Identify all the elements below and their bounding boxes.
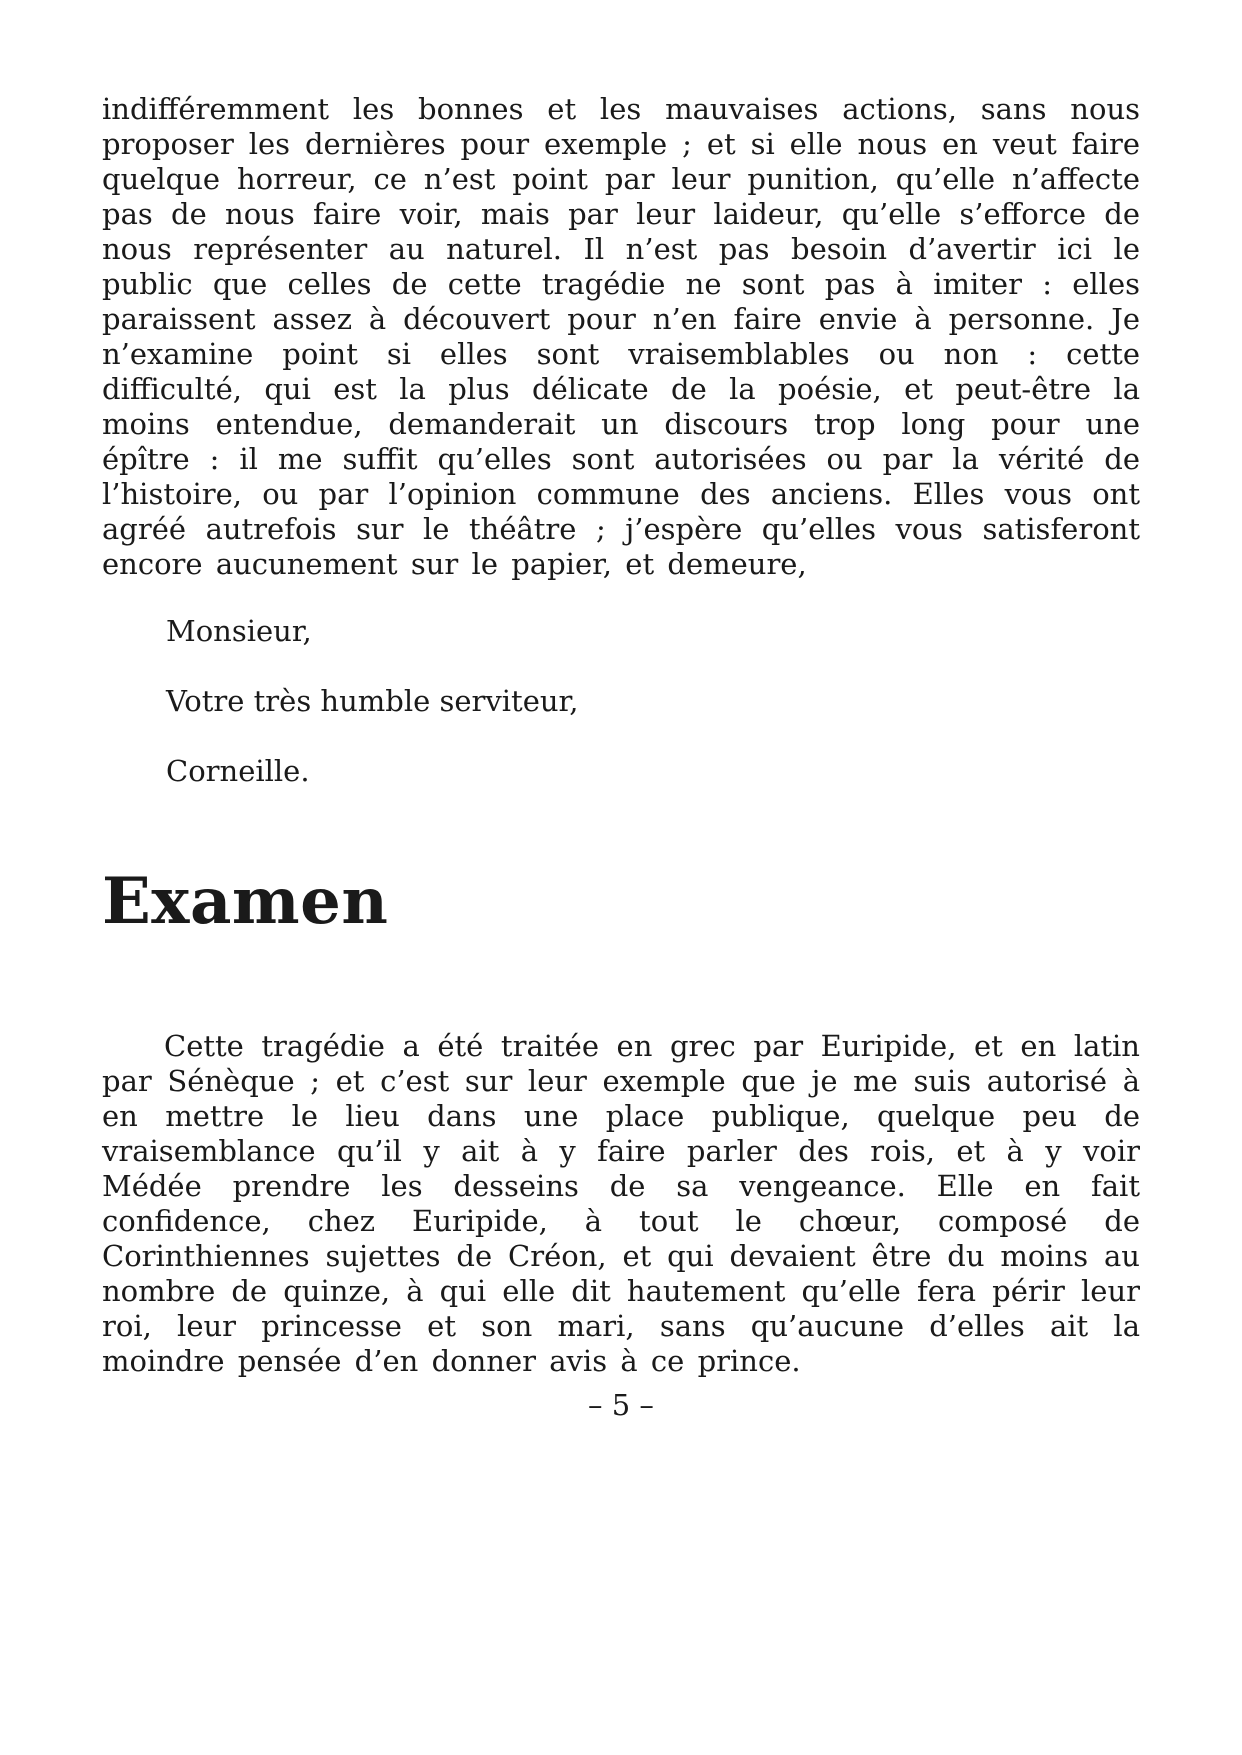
- letter-closing: [102, 614, 1140, 789]
- examen-paragraph: Cette tragédie a été traitée en grec par Euripide, et en latin par Sénèque ; et c’est sur leur exemple que je me suis autorisé à en mettre le lieu dans une place publique, quelque peu de vraisemblance qu’il y ait à y faire parler des rois, et à y voir Médée prendre les desseins de sa vengeance. Elle en fait confidence, chez Euripide, à tout le chœur, composé de Corinthiennes sujettes de Créon, et qui devaient être du moins au nombre de quinze, à qui elle dit hautement qu’elle fera périr leur roi, leur princesse et son mari, sans qu’aucune d’elles ait la moindre pensée d’en donner avis à ce prince.: [102, 1029, 1140, 1378]
- page-number: – 5 –: [588, 1388, 654, 1422]
- epistle-paragraph: indifféremment les bonnes et les mauvaises actions, sans nous proposer les dernières pour exemple ; et si elle nous en veut faire quelque horreur, ce n’est point par leur punition, qu’elle n’affecte pas de nous faire voir, mais par leur laideur, qu’elle s’efforce de nous représenter au naturel. Il n’est pas besoin d’avertir ici le public que celles de cette tragédie ne sont pas à imiter : elles paraissent assez à découvert pour n’en faire envie à personne. Je n’examine point si elles sont vraisemblables ou non : cette difficulté, qui est la plus délicate de la poésie, et peut-être la moins entendue, demanderait un discours trop long pour une épître : il me suffit qu’elles sont autorisées ou par la vérité de l’histoire, ou par l’opinion commune des anciens. Elles vous ont agréé autrefois sur le théâtre ; j’espère qu’elles vous satisferont encore aucunement sur le papier, et demeure,: [102, 92, 1140, 581]
- salutation-line: Monsieur,: [166, 614, 312, 648]
- section-heading-examen: Examen: [102, 864, 389, 939]
- valediction-line: Votre très humble serviteur,: [166, 684, 579, 718]
- signature-line: Corneille.: [166, 754, 310, 788]
